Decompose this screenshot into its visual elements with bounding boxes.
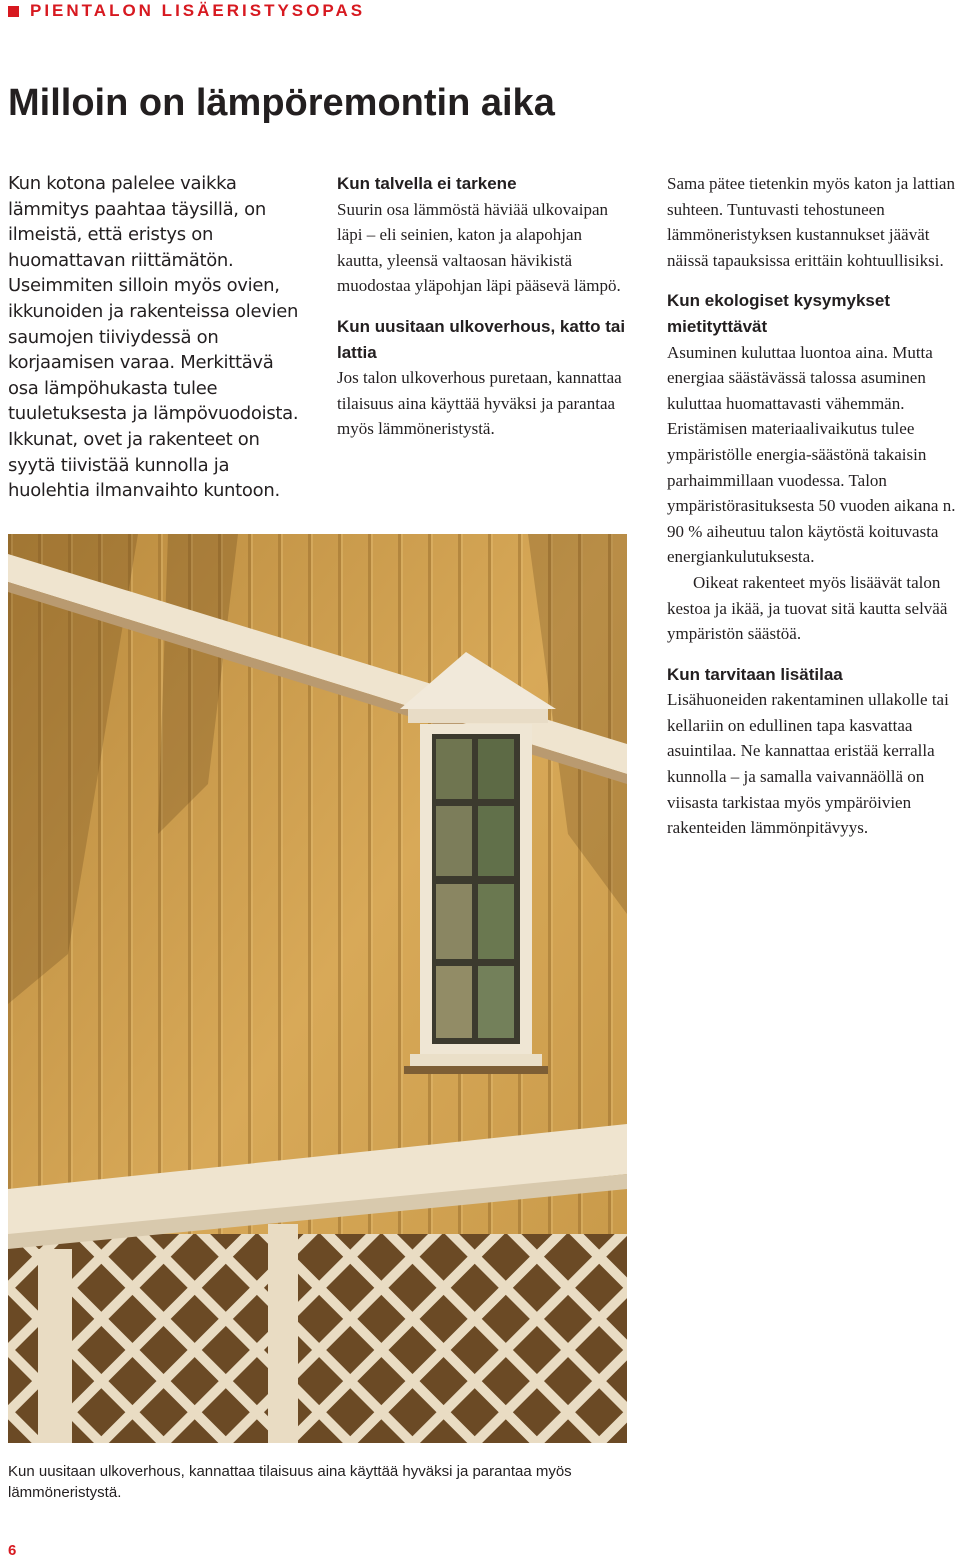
heading-renovation: Kun uusitaan ulkoverhous, katto tai lattia (337, 316, 626, 362)
column-right (667, 171, 957, 841)
photo-caption: Kun uusitaan ulkoverhous, kannattaa tilaisuus aina käyttää hyväksi ja parantaa myös lämmöneristystä. (8, 1463, 572, 1501)
body-space: Lisähuoneiden rakentaminen ullakolle tai kellariin on edullinen tapa kasvattaa asuintilaa. Ne kannattaa eristää kerralla kunnolla – ja samalla vaivannäöllä on viisasta tarkistaa myös ympäröivien rakenteiden lämmönpitävyys. (667, 690, 949, 838)
heading-ecology: Kun ekologiset kysymykset mietityttävät (667, 291, 890, 336)
section-header: PIENTALON LISÄERISTYSOPAS (30, 1, 366, 20)
heading-winter: Kun talvella ei tarkene (337, 174, 517, 193)
page-title: Milloin on lämpöremontin aika (8, 82, 555, 124)
body-ecology: Asuminen kuluttaa luontoa aina. Mutta energiaa säästävässä talossa asuminen kuluttaa huomattavasti vähemmän. Eristämisen materiaalivaikutus tulee ympäristölle energia-säästönä takaisin parhaimmillaan vuodessa. Talon ympäristörasituksesta 50 vuoden aikana n. 90 % aiheutuu talon käytöstä koituvasta energiankulutuksesta. (667, 342, 956, 567)
column-middle (337, 171, 627, 442)
page-number: 6 (8, 1542, 17, 1559)
body-roof: Sama pätee tietenkin myös katon ja lattian suhteen. Tuntuvasti tehostuneen lämmöneristyksen kustannukset jäävät näissä tapauksissa erittäin kohtuullisiksi. (667, 174, 955, 270)
intro-paragraph: Kun kotona palelee vaikka lämmitys paahtaa täysillä, on ilmeistä, että eristys on huomattavan riittämätön. Useimmiten silloin myös ovien, ikkunoiden ja rakenteissa olevien saumojen tiiviydessä on korjaamisen varaa. Merkittävä osa lämpöhukasta tulee tuuletuksesta ja lämpövuodoista. Ikkunat, ovet ja rakenteet on syytä tiivistää kunnolla ja huolehtia ilmanvaihto kuntoon. (8, 173, 299, 502)
body-winter: Suurin osa lämmöstä häviää ulkovaipan läpi – eli seinien, katon ja alapohjan kautta, yleensä valtaosan hävikistä muodostaa yläpohjan läpi pääsevä lämpö. (337, 199, 621, 296)
body-renovation: Jos talon ulkoverhous puretaan, kannattaa tilaisuus aina käyttää hyväksi ja parantaa myös lämmöneristystä. (337, 368, 622, 439)
header-marker (8, 6, 19, 17)
house-wall-photo (8, 534, 627, 1443)
body-ecology-2: Oikeat rakenteet myös lisäävät talon kestoa ja ikää, ja tuovat sitä kautta selvää ympäristön säästöä. (667, 572, 948, 644)
heading-space: Kun tarvitaan lisätilaa (667, 664, 843, 684)
